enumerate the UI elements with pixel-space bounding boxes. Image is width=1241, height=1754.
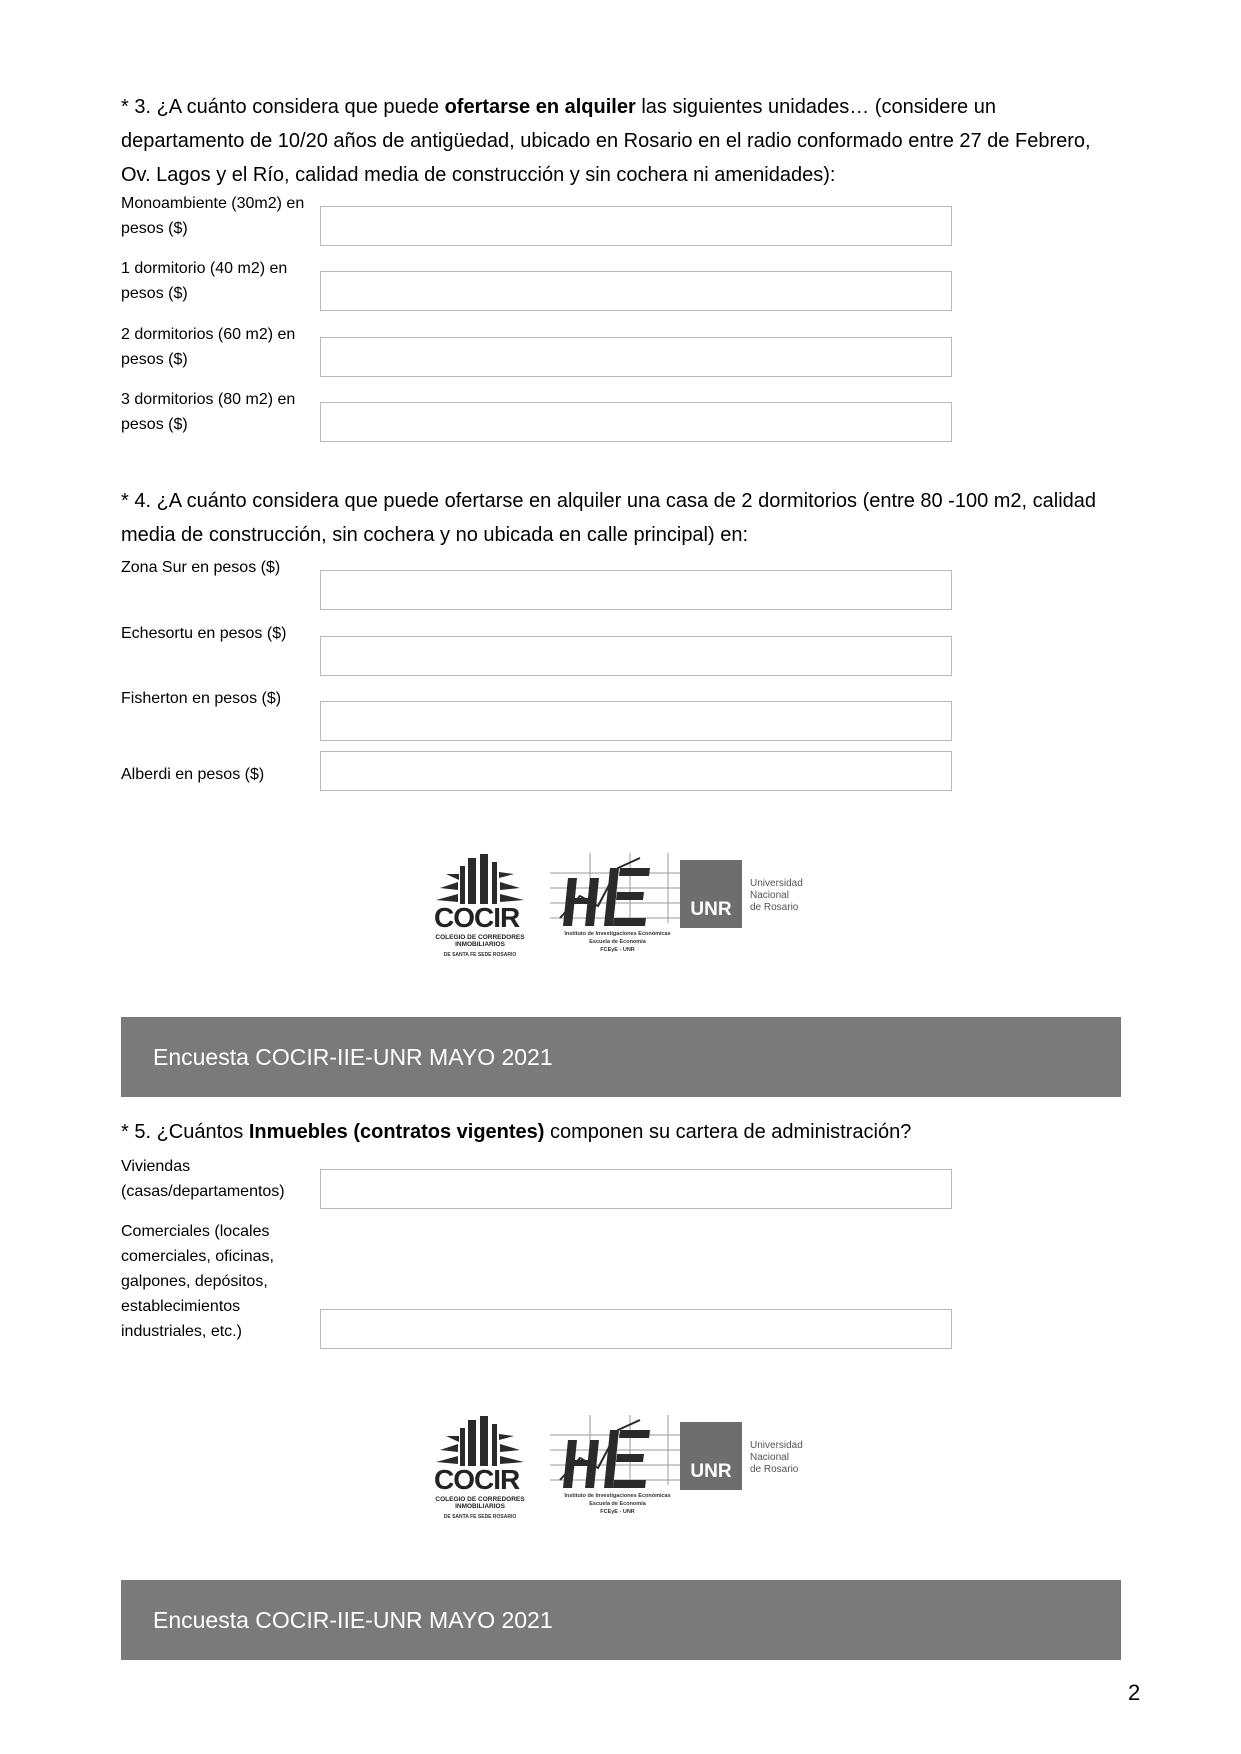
field-label: Alberdi en pesos ($) xyxy=(121,766,265,783)
iie-logo xyxy=(550,848,685,968)
unr-mark: UNR xyxy=(680,1422,742,1490)
field-label: 2 dormitorios (60 m2) en pesos ($) xyxy=(121,326,296,368)
zona-sur-price-input[interactable] xyxy=(320,570,952,610)
question-5 xyxy=(121,1115,1101,1149)
iie-emblem-icon xyxy=(550,848,685,928)
cocir-logo xyxy=(430,848,530,968)
page-number: 2 xyxy=(1128,1680,1141,1705)
unr-mark: UNR xyxy=(680,860,742,928)
echesortu-price-input[interactable] xyxy=(320,636,952,676)
question-5-suffix: componen su cartera de administración? xyxy=(544,1121,912,1143)
cocir-subtitle-2: DE SANTA FE SEDE ROSARIO xyxy=(443,1514,517,1520)
cocir-wordmark: COCIR xyxy=(434,902,520,933)
cocir-emblem-icon xyxy=(430,848,530,908)
cocir-subtitle: COLEGIO DE CORREDORES INMOBILIARIOS xyxy=(435,1496,525,1510)
question-3-prefix: * 3. ¿A cuánto considera que puede xyxy=(121,96,445,118)
iie-logo xyxy=(550,1410,685,1530)
question-4: * 4. ¿A cuánto considera que puede ofertarse en alquiler una casa de 2 dormitorios (entre 80 -100 m2, calidad media de construcción, sin cochera y no ubicada en calle principal) en: xyxy=(121,490,1097,546)
cocir-logo xyxy=(430,1410,530,1530)
field-label: Viviendas (casas/departamentos) xyxy=(121,1158,285,1200)
iie-subtitle: Instituto de Investigaciones Económicas Escuela de Economía FCEyE - UNR xyxy=(564,1493,671,1515)
unr-logo xyxy=(680,860,820,930)
field-label: Echesortu en pesos ($) xyxy=(121,625,287,642)
field-label: Comerciales (locales comerciales, oficinas, galpones, depósitos, establecimientos industriales, etc.) xyxy=(121,1223,274,1340)
question-3-suffix: las siguientes unidades… (considere un departamento de 10/20 años de antigüedad, ubicado en Rosario en el radio conformado entre 27 de Febrero, Ov. Lagos y el Río, calidad media de construcción y sin cochera ni amenidades): xyxy=(121,96,1091,186)
cocir-wordmark: COCIR xyxy=(434,1464,520,1495)
iie-emblem-icon xyxy=(550,1410,685,1490)
cocir-emblem-icon xyxy=(430,1410,530,1470)
comerciales-count-input[interactable] xyxy=(320,1309,952,1349)
cocir-subtitle-2: DE SANTA FE SEDE ROSARIO xyxy=(443,952,517,958)
alberdi-price-input[interactable] xyxy=(320,751,952,791)
unr-name: Universidad Nacional de Rosario xyxy=(750,1440,803,1475)
question-3 xyxy=(121,90,1101,192)
question-3-bold: ofertarse en alquiler xyxy=(444,96,636,118)
monoambiente-price-input[interactable] xyxy=(320,206,952,246)
question-5-prefix: * 5. ¿Cuántos xyxy=(121,1121,249,1143)
iie-subtitle: Instituto de Investigaciones Económicas Escuela de Economía FCEyE - UNR xyxy=(564,931,671,953)
survey-banner: Encuesta COCIR-IIE-UNR MAYO 2021 xyxy=(121,1580,1121,1660)
field-label: Monoambiente (30m2) en pesos ($) xyxy=(121,195,305,237)
survey-banner: Encuesta COCIR-IIE-UNR MAYO 2021 xyxy=(121,1017,1121,1097)
field-label: 3 dormitorios (80 m2) en pesos ($) xyxy=(121,391,296,433)
cocir-subtitle: COLEGIO DE CORREDORES INMOBILIARIOS xyxy=(435,934,525,948)
two-bedroom-price-input[interactable] xyxy=(320,337,952,377)
unr-logo xyxy=(680,1422,820,1492)
question-5-bold: Inmuebles (contratos vigentes) xyxy=(248,1121,545,1143)
field-label: 1 dormitorio (40 m2) en pesos ($) xyxy=(121,260,288,302)
field-label: Zona Sur en pesos ($) xyxy=(121,559,281,576)
sponsor-logos xyxy=(430,1410,810,1530)
three-bedroom-price-input[interactable] xyxy=(320,402,952,442)
unr-name: Universidad Nacional de Rosario xyxy=(750,878,803,913)
fisherton-price-input[interactable] xyxy=(320,701,952,741)
sponsor-logos xyxy=(430,848,810,968)
viviendas-count-input[interactable] xyxy=(320,1169,952,1209)
one-bedroom-price-input[interactable] xyxy=(320,271,952,311)
field-label: Fisherton en pesos ($) xyxy=(121,690,282,707)
